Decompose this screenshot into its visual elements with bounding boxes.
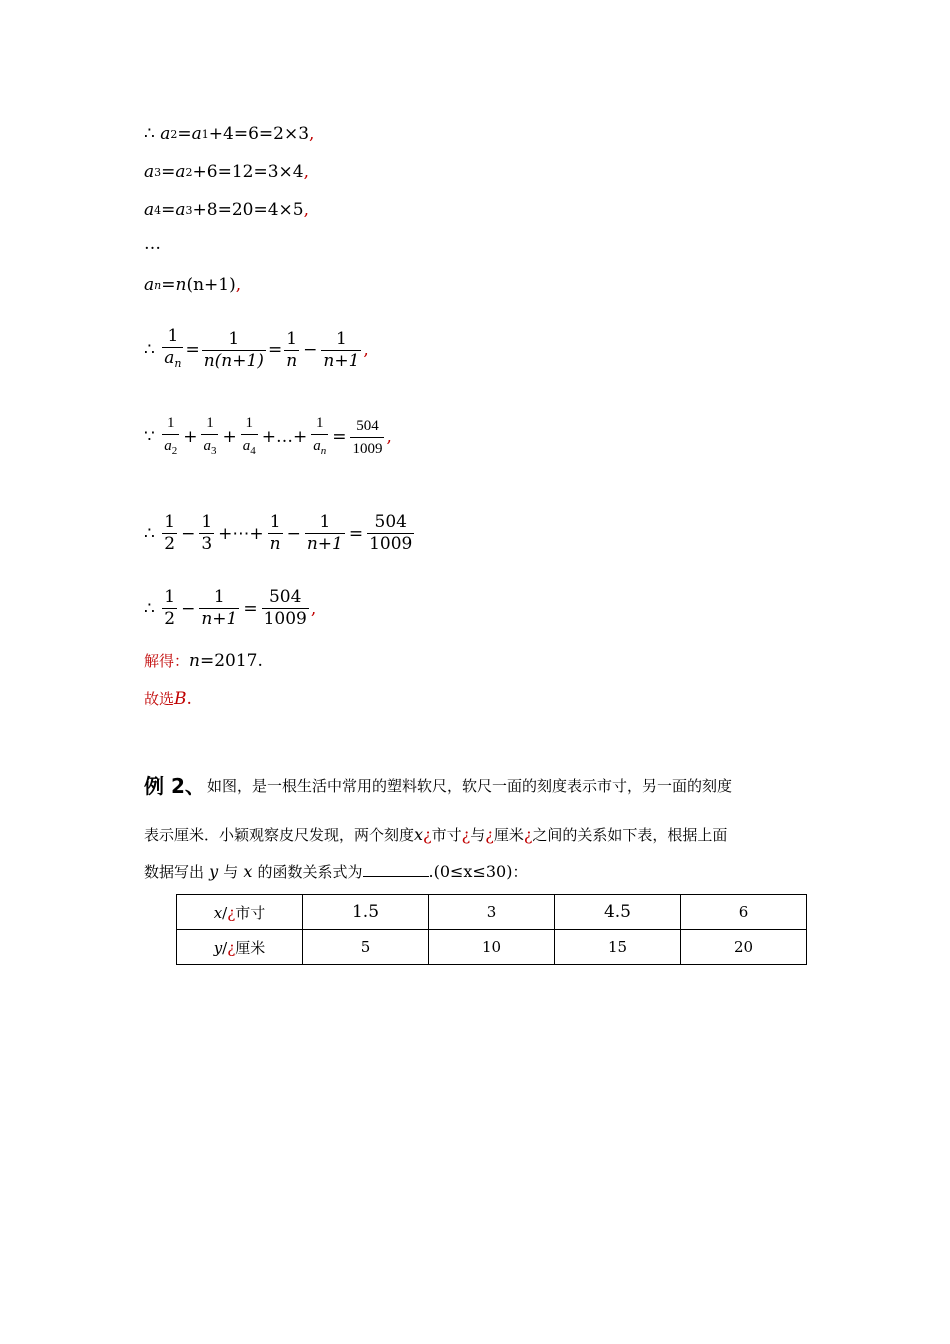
row-header: y/¿厘米 <box>177 930 303 965</box>
example-heading: 例 2、 <box>144 774 205 798</box>
answer-choice <box>144 688 192 709</box>
denominator: n(n+1) <box>203 350 264 371</box>
fraction: $\frac{504}{1009}$ <box>263 587 307 629</box>
fraction: $\frac{1}{a_4}$ <box>241 412 258 462</box>
punctuation: , <box>363 340 369 360</box>
punctuation: , <box>310 598 317 619</box>
fraction <box>284 329 299 372</box>
punctuation: , <box>303 200 309 220</box>
equation-line-telescoping <box>144 512 416 555</box>
minus: − <box>181 598 196 619</box>
plus: + <box>222 427 237 447</box>
subscript: 4 <box>154 203 162 217</box>
therefore-symbol: ∴ <box>144 523 155 544</box>
ellipsis-line <box>144 234 161 254</box>
equation-line-general <box>144 275 241 295</box>
fraction: $\frac{1}{n+1}$ <box>201 587 238 629</box>
var-a: a <box>191 124 202 144</box>
equation-line-simplified <box>144 587 316 630</box>
solve-value: =2017. <box>199 650 263 671</box>
subscript: 3 <box>154 165 162 179</box>
numerator: 1 <box>167 326 179 346</box>
answer-blank[interactable] <box>363 862 429 877</box>
denominator: n <box>286 350 298 371</box>
punctuation: , <box>303 162 309 182</box>
var-a: a <box>144 275 155 295</box>
var-n: n <box>175 275 187 295</box>
punctuation: , <box>386 427 392 447</box>
table-cell: 1.5 <box>302 895 428 930</box>
table-cell: 3 <box>429 895 555 930</box>
var-a: a <box>144 200 155 220</box>
fraction: $\frac{504}{1009}$ <box>350 415 384 460</box>
fraction: $\frac{1}{a_n}$ <box>311 412 328 462</box>
minus: − <box>286 523 301 544</box>
numerator: 1 <box>336 328 347 349</box>
table-row <box>177 895 807 930</box>
table-cell: 5 <box>302 930 428 965</box>
table-row <box>177 930 807 965</box>
therefore-symbol: ∴ <box>144 124 155 144</box>
var-n: n <box>189 650 200 671</box>
equation-line-2 <box>144 162 309 182</box>
punctuation: , <box>235 275 242 295</box>
equation-line-reciprocal <box>144 326 369 374</box>
subscript: 2 <box>185 165 193 179</box>
numerator: 1 <box>286 328 298 349</box>
expression: +4=6=2×3 <box>208 124 310 144</box>
denominator: $a_n$ <box>162 347 183 374</box>
therefore-symbol: ∴ <box>144 598 155 619</box>
minus: − <box>303 340 318 360</box>
subscript: 1 <box>201 127 209 141</box>
fraction: $\frac{1}{n}$ <box>269 512 281 554</box>
equation-line-3 <box>144 200 309 220</box>
equals: = <box>161 162 176 182</box>
fraction: $\frac{1}{2}$ <box>164 512 176 554</box>
fraction: $\frac{1}{a_3}$ <box>201 412 218 462</box>
example-text-line-1: 如图，是一根生活中常用的塑料软尺，软尺一面的刻度表示市寸，另一面的刻度 <box>207 777 733 795</box>
subscript: 3 <box>185 203 193 217</box>
equals: = <box>332 427 347 447</box>
fraction: $\frac{1}{n+1}$ <box>306 512 343 554</box>
table-cell: 6 <box>681 895 807 930</box>
var-a: a <box>160 124 171 144</box>
solution-result <box>144 650 263 671</box>
fraction: $\frac{504}{1009}$ <box>369 512 413 554</box>
solve-label: 解得： <box>144 652 190 670</box>
example-text-line-3: 数据写出 y 与 x 的函数关系式为 .(0≤x≤30)： <box>144 862 528 881</box>
choice-var: B <box>174 688 187 709</box>
fraction: $\frac{1}{a_2}$ <box>162 412 179 462</box>
expression: +6=12=3×4 <box>192 162 304 182</box>
equation-line-sum <box>144 412 392 462</box>
equals: = <box>267 340 283 360</box>
denominator: n+1 <box>323 350 360 371</box>
expression: (n+1) <box>186 275 236 295</box>
equals: = <box>243 598 258 619</box>
fraction <box>321 329 361 372</box>
var-a: a <box>144 162 155 182</box>
table-cell: 10 <box>429 930 555 965</box>
choice-period: . <box>186 688 192 709</box>
expression: +8=20=4×5 <box>192 200 304 220</box>
subscript: n <box>154 278 162 292</box>
numerator: 1 <box>228 328 240 349</box>
fraction: $\frac{1}{3}$ <box>201 512 213 554</box>
equals: = <box>161 275 176 295</box>
ellipsis: … <box>144 234 161 254</box>
equals: = <box>161 200 176 220</box>
equals: = <box>177 124 192 144</box>
because-symbol: ∵ <box>144 427 155 447</box>
ellipsis-plus: +…+ <box>261 427 308 447</box>
data-table <box>176 894 807 965</box>
minus: − <box>181 523 196 544</box>
var-a: a <box>175 162 186 182</box>
punctuation: , <box>309 124 315 144</box>
table-cell: 15 <box>554 930 680 965</box>
equals: = <box>348 523 364 544</box>
table-cell: 4.5 <box>554 895 680 930</box>
plus: + <box>183 427 198 447</box>
var-a: a <box>175 200 186 220</box>
therefore-symbol: ∴ <box>144 340 155 360</box>
equals: = <box>185 340 200 360</box>
fraction <box>202 329 266 372</box>
fraction <box>162 326 183 374</box>
example-text-line-2: 表示厘米．小颖观察皮尺发现，两个刻度x¿市寸¿与¿厘米¿之间的关系如下表，根据上面 <box>144 825 728 844</box>
subscript: 2 <box>170 127 178 141</box>
table-cell: 20 <box>681 930 807 965</box>
equation-line-1 <box>144 124 314 144</box>
row-header: x/¿市寸 <box>177 895 303 930</box>
choice-label: 故选 <box>144 690 175 708</box>
fraction: $\frac{1}{2}$ <box>164 587 176 629</box>
error-mark: ¿ <box>423 825 432 844</box>
range-condition: (0≤x≤30) <box>433 862 513 881</box>
mid-ellipsis: +⋯+ <box>218 523 264 544</box>
